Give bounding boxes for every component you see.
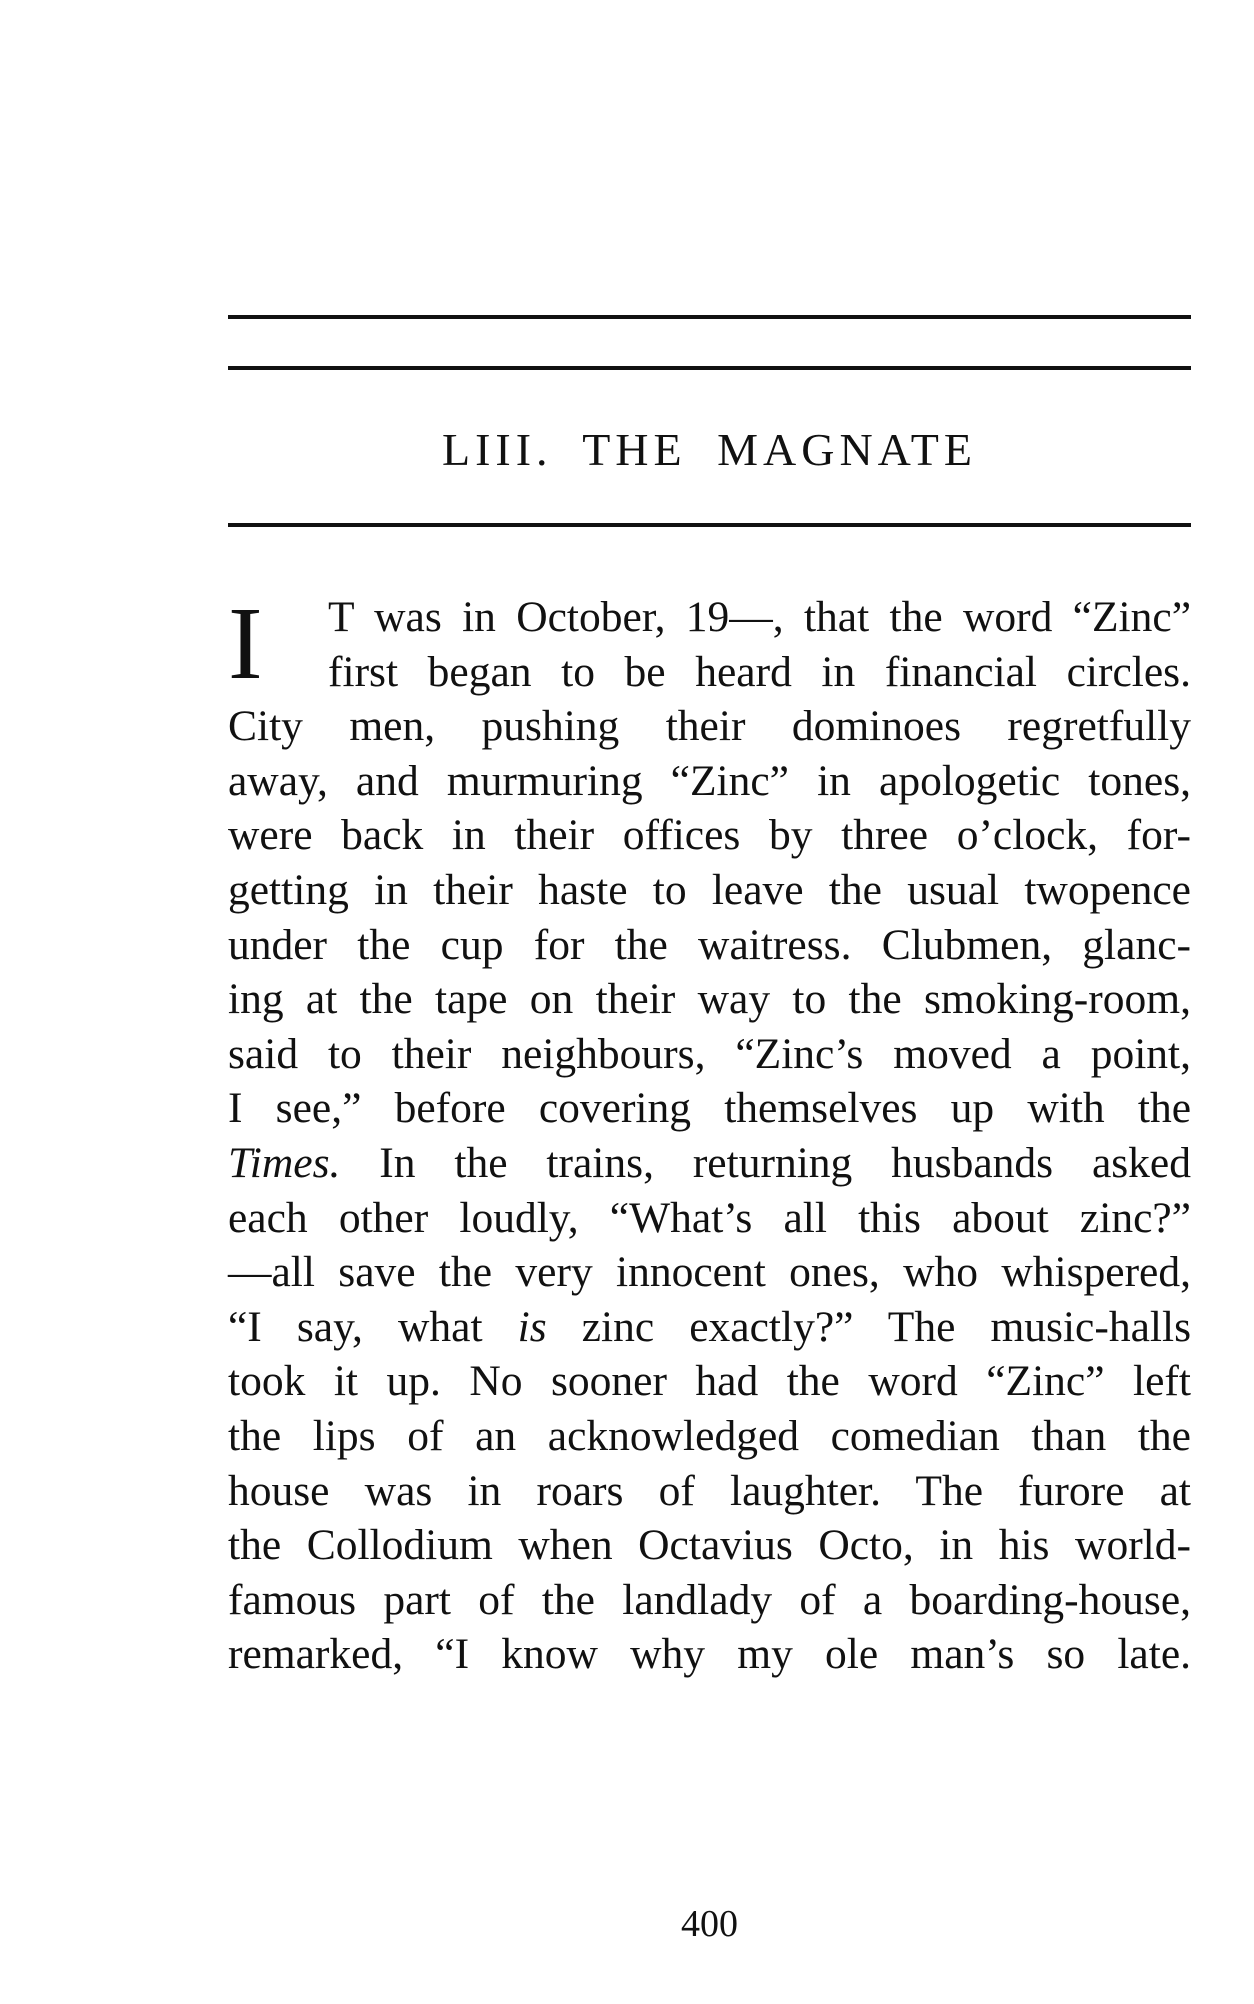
text-line: getting in their haste to leave the usual twopence [228,865,1191,914]
text-line [228,1136,1191,1191]
text-line: City men, pushing their dominoes regretfully [228,702,1191,751]
text-line: house was in roars of laughter. The furore at [228,1466,1191,1515]
italic-is: is [517,1302,547,1351]
text-line: famous part of the landlady of a boarding-house, [228,1575,1191,1624]
text-line: ing at the tape on their way to the smoking-room, [228,975,1191,1024]
top-rule-1 [228,315,1191,319]
text-line: were back in their offices by three o’clock, for- [228,811,1191,860]
text-line: first began to be heard in financial circles. [328,647,1191,696]
text-line: the lips of an acknowledged comedian than the [228,1411,1191,1460]
text-line: under the cup for the waitress. Clubmen, glanc- [228,920,1191,969]
text-segment: In the trains, returning husbands asked [340,1138,1191,1187]
title-underline-rule [228,523,1191,527]
top-rule-2 [228,366,1191,370]
text-line: took it up. No sooner had the word “Zinc” left [228,1357,1191,1406]
drop-cap: I [228,586,263,701]
text-line: remarked, “I know why my ole man’s so late. [228,1630,1191,1679]
text-line: —all save the very innocent ones, who whispered, [228,1248,1191,1297]
chapter-title: LIII. THE MAGNATE [441,424,978,475]
text-line: said to their neighbours, “Zinc’s moved a point, [228,1029,1191,1078]
text-line: away, and murmuring “Zinc” in apologetic tones, [228,756,1191,805]
text-segment: “I say, what [228,1302,518,1351]
text-line: each other loudly, “What’s all this about zinc?” [228,1193,1191,1242]
italic-times: Times. [228,1138,341,1187]
text-line: I see,” before covering themselves up with the [228,1084,1191,1133]
text-line: the Collodium when Octavius Octo, in his world- [228,1521,1191,1570]
body-text [228,586,1191,1682]
text-line [228,1300,1191,1355]
text-line: T was in October, 19—, that the word “Zinc” [328,593,1191,641]
page-number: 400 [681,1903,738,1945]
text-segment: zinc exactly?” The music-halls [546,1302,1191,1351]
